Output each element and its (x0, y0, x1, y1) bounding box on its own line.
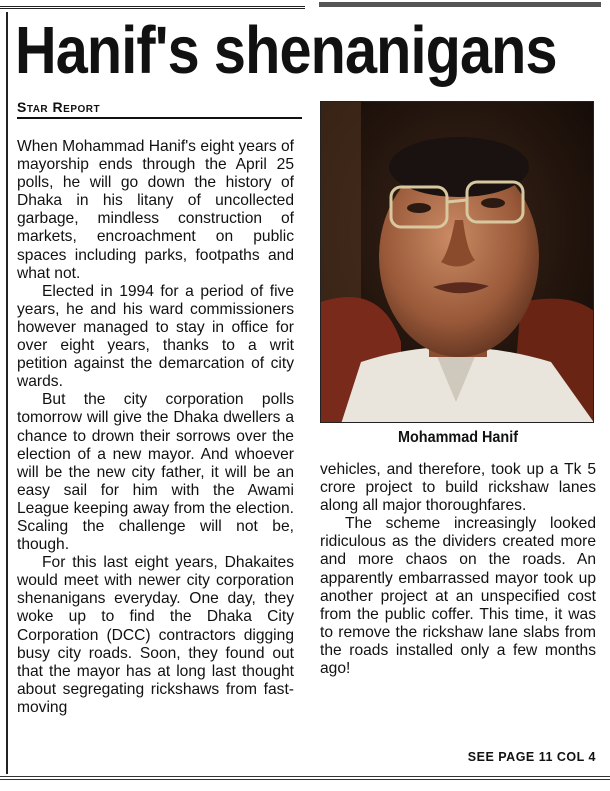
paragraph-3: But the city corporation polls tomorrow will give the Dhaka dwellers a chance to drown their sorrows over the election of a new mayor. And whoever will be the new city father, it will be an easy sail for him with the Awami League keeping away from the election. Scaling the challenge will not be, though. (17, 391, 294, 554)
bottom-rule (0, 776, 610, 780)
paragraph-6: The scheme increasingly looked ridiculous as the dividers created more and more chaos on the roads. An apparently embarrassed mayor took up another project at an unspecified cost from the public coffer. This time, it was to remove the rickshaw lane slabs from the roads installed only a few months ago! (320, 515, 596, 678)
portrait-illustration (321, 102, 594, 423)
byline-text: Star Report (17, 99, 101, 115)
left-column (17, 138, 294, 717)
left-column-rule (6, 12, 8, 774)
mayor-portrait-photo (320, 101, 594, 423)
paragraph-1: When Mohammad Hanif's eight years of mayorship ends through the April 25 polls, he will go down the history of Dhaka in his litany of uncollected garbage, mindless construction of markets, encroachment on public spaces including parks, footpaths and what not. (17, 138, 294, 282)
paragraph-4: For this last eight years, Dhakaites would meet with newer city corporation shenanigans everyday. One day, they woke up to find the Dhaka City Corporation (DCC) contractors digging busy city roads. Soon, they found out that the mayor has at long last thought about segregating rickshaws from fast-moving (17, 554, 294, 716)
continuation-reference[interactable]: SEE PAGE 11 COL 4 (467, 750, 596, 764)
paragraph-5: vehicles, and therefore, took up a Tk 5 crore project to build rickshaw lanes along all major thoroughfares. (320, 461, 596, 515)
photo-caption: Mohammad Hanif (397, 429, 519, 446)
top-rule-left (0, 0, 305, 9)
byline (17, 99, 302, 119)
headline: Hanif's shenanigans (15, 13, 557, 88)
paragraph-2: Elected in 1994 for a period of five years, he and his ward commissioners however managed to stay in office for over eight years, thanks to a writ petition against the demarcation of city wards. (17, 282, 294, 391)
right-column (320, 461, 596, 678)
top-rule-right (319, 2, 601, 7)
